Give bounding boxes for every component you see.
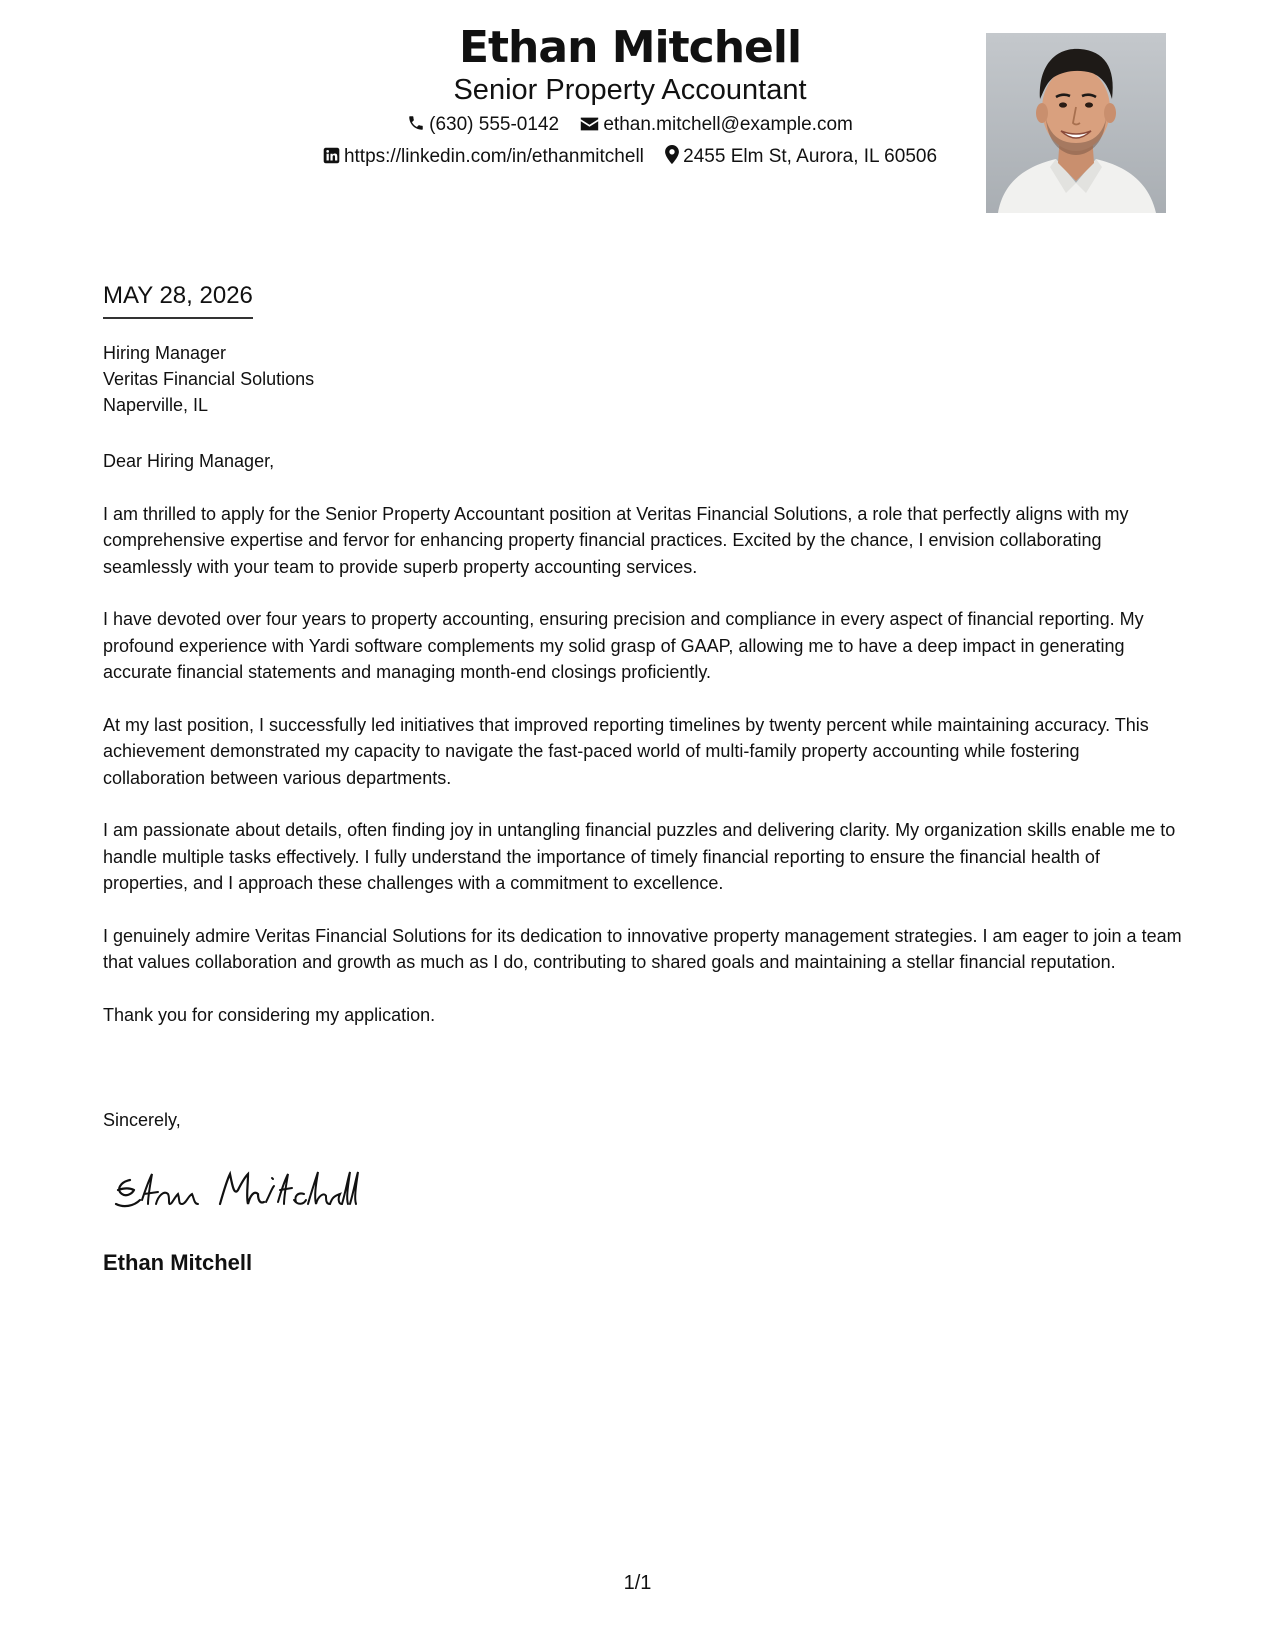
letter-date: MAY 28, 2026: [103, 280, 253, 319]
salutation: Dear Hiring Manager,: [103, 451, 275, 471]
map-marker-icon: [665, 145, 679, 164]
envelope-icon: [580, 116, 599, 132]
paragraph: At my last position, I successfully led initiatives that improved reporting timelines by twenty percent while maintaining accuracy. This achievement demonstrated my capacity to navigate the fast-paced world of multi-family property accounting while fostering collaboration between various departments.: [103, 714, 1149, 788]
profile-photo: [986, 33, 1166, 213]
linkedin-icon: [323, 147, 340, 164]
paragraph: I genuinely admire Veritas Financial Solutions for its dedication to innovative property management strategies. I am eager to join a team that values collaboration and growth as much as I do, contributing to shared goals and maintaining a stellar financial reputation.: [103, 925, 1182, 972]
contact-phone: [407, 112, 559, 138]
applicant-name: Ethan Mitchell: [458, 22, 802, 73]
paragraph: I have devoted over four years to property accounting, ensuring precision and compliance in every aspect of financial reporting. My profound experience with Yardi software complements my solid grasp of GAAP, allowing me to have a deep impact in generating accurate financial statements and managing month-end closings proficiently.: [103, 609, 1144, 682]
linkedin-url[interactable]: https://linkedin.com/in/ethanmitchell: [343, 146, 644, 167]
recipient-location: Naperville, IL: [103, 395, 209, 415]
paragraph: I am passionate about details, often finding joy in untangling financial puzzles and delivering clarity. My organization skills enable me to handle multiple tasks effectively. I fully understand the importance of timely financial reporting to ensure the financial health of properties, and I approach these challenges with a commitment to excellence.: [103, 820, 1176, 893]
job-title: Senior Property Accountant: [453, 74, 807, 106]
letter-body: [103, 448, 1183, 1054]
handwritten-signature: [112, 1160, 362, 1220]
phone-number: (630) 555-0142: [429, 114, 560, 135]
phone-icon: [407, 114, 425, 132]
contact-email: [580, 112, 853, 138]
page-number: 1/1: [623, 1572, 652, 1594]
paragraph: I am thrilled to apply for the Senior Property Accountant position at Veritas Financial Solutions, a role that perfectly aligns with my comprehensive expertise and fervor for enhancing property financial practices. Excited by the chance, I envision collaborating seamlessly with your team to provide superb property accounting services.: [103, 503, 1129, 577]
contact-address: [665, 144, 937, 170]
paragraph-thanks: Thank you for considering my application.: [103, 1004, 436, 1025]
portrait-image: [986, 33, 1166, 213]
contact-linkedin: [323, 144, 644, 170]
letter-header: [0, 0, 1275, 230]
recipient-company: Veritas Financial Solutions: [103, 369, 315, 389]
address: 2455 Elm St, Aurora, IL 60506: [683, 146, 938, 167]
email-address[interactable]: ethan.mitchell@example.com: [603, 114, 853, 135]
recipient-name: Hiring Manager: [103, 343, 227, 363]
signer-name: Ethan Mitchell: [103, 1250, 253, 1275]
letter-date-block: [103, 280, 253, 319]
recipient-block: [103, 340, 314, 418]
closing: Sincerely,: [103, 1110, 181, 1130]
